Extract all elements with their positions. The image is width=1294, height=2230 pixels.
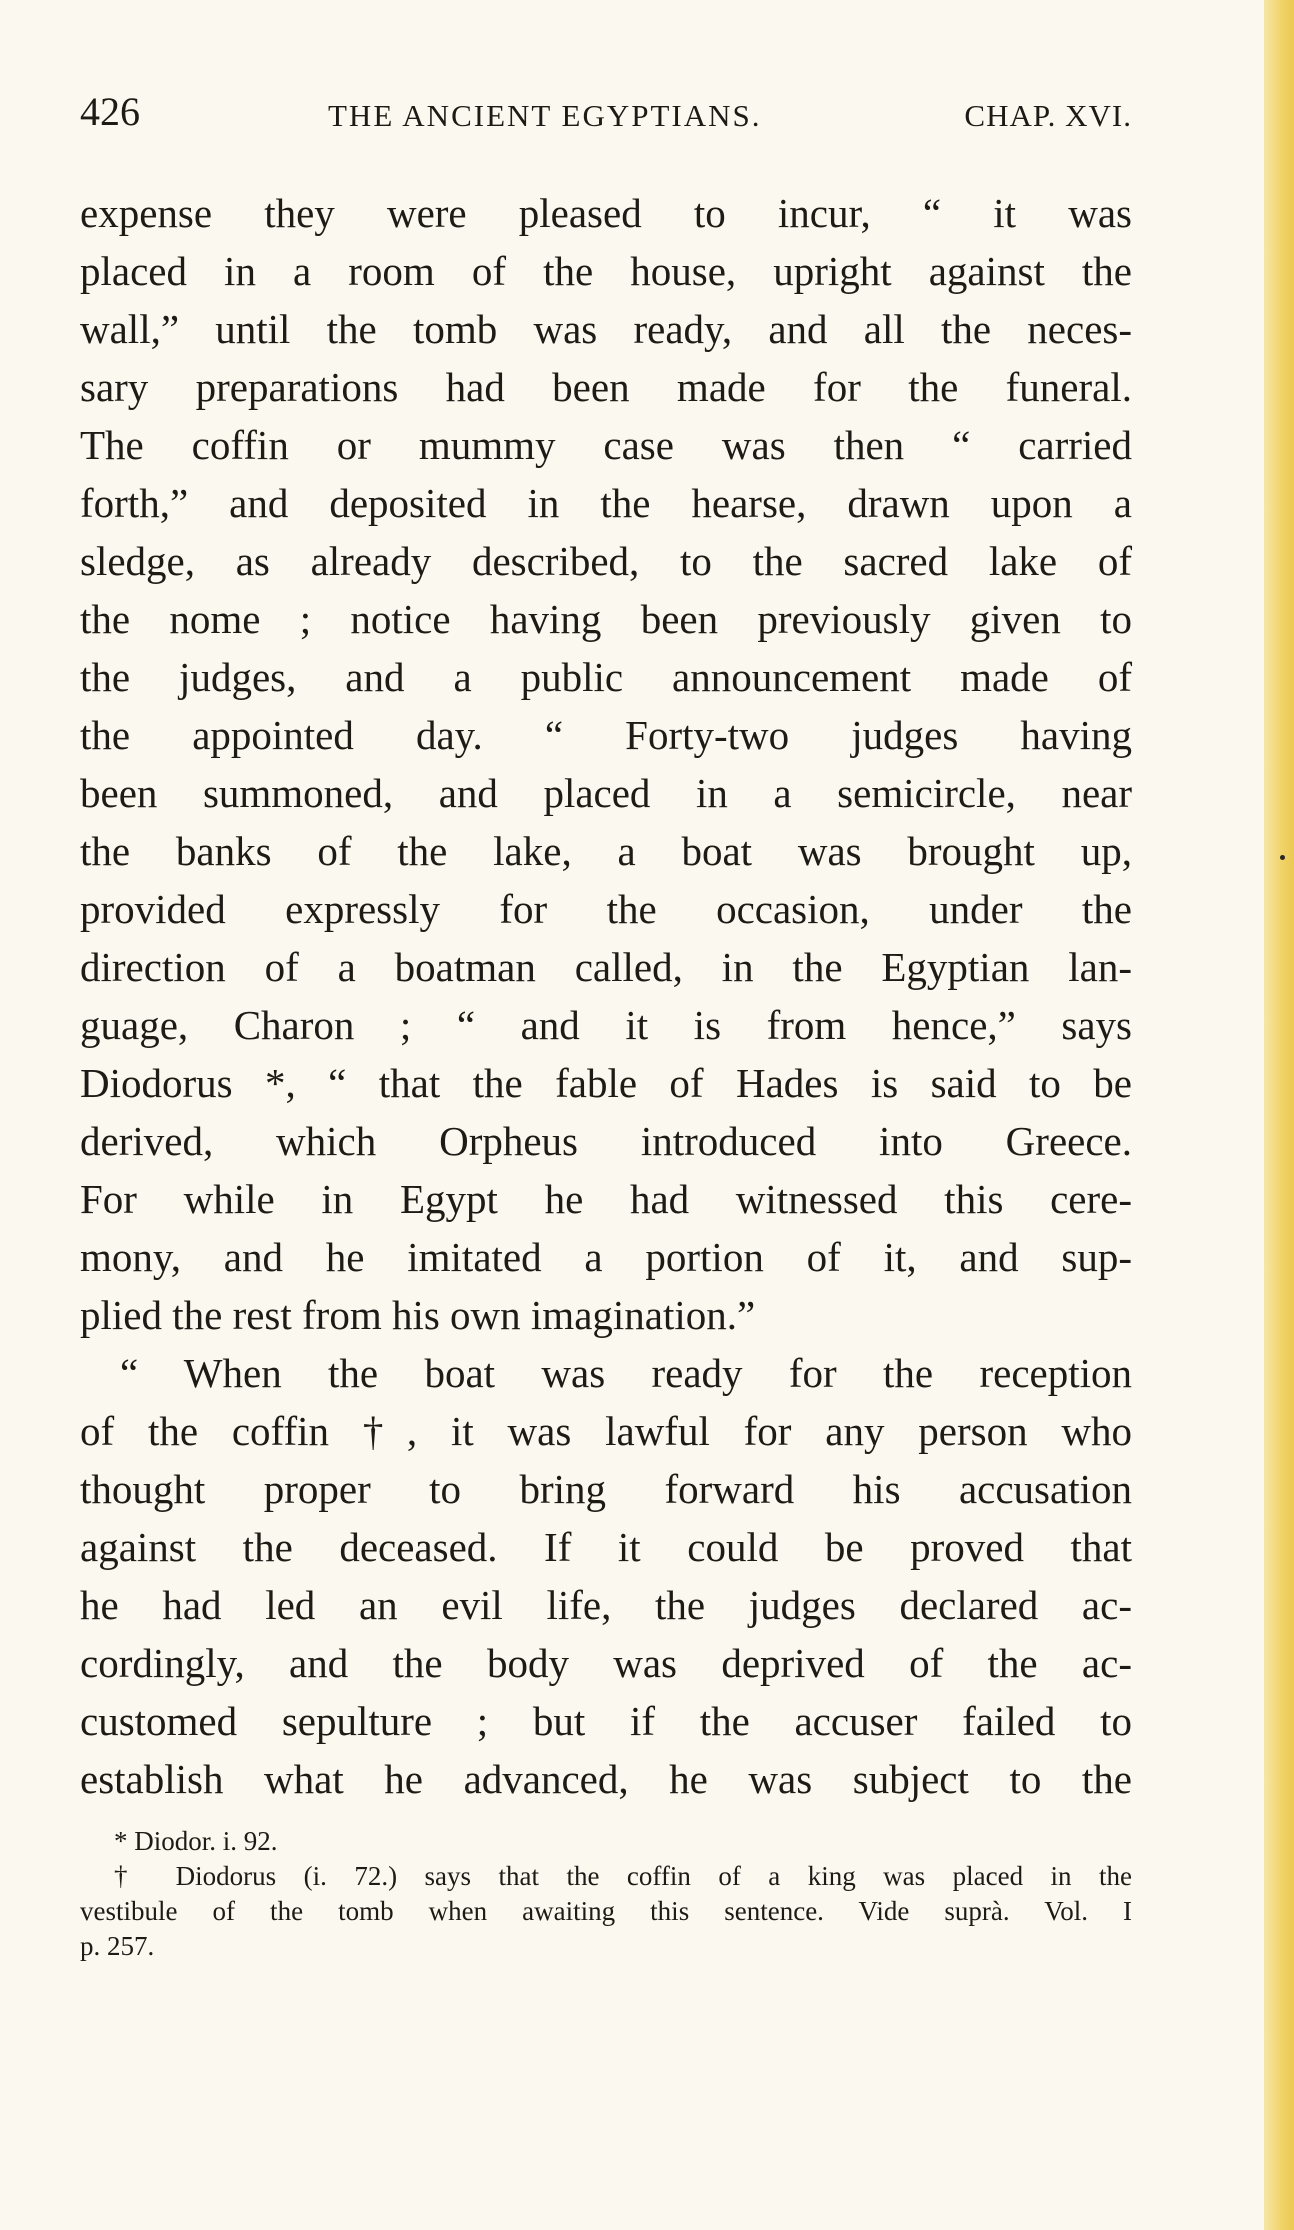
footnote-line: vestibule of the tomb when awaiting this sentence. Vide suprà. Vol. I [80,1896,1132,1926]
running-title: THE ANCIENT EGYPTIANS. [328,98,762,133]
footnote-line: † Diodorus (i. 72.) says that the coffin of a king was placed in the [114,1861,1132,1891]
running-header [80,88,1132,138]
text-line: the appointed day. “ Forty-two judges having [80,712,1132,758]
text-line: he had led an evil life, the judges declared ac- [80,1582,1132,1628]
text-line: placed in a room of the house, upright against the [80,248,1132,294]
text-line: direction of a boatman called, in the Egyptian lan- [80,944,1132,990]
text-line: the nome ; notice having been previously given to [80,596,1132,642]
text-line: plied the rest from his own imagination.” [80,1292,756,1338]
footnote-line: p. 257. [80,1931,155,1961]
text-line: the banks of the lake, a boat was brought up, [80,828,1132,874]
text-line: of the coffin †, it was lawful for any person who [80,1408,1132,1454]
footnotes [80,1826,1132,1966]
text-line: derived, which Orpheus introduced into Greece. [80,1118,1132,1164]
text-line: against the deceased. If it could be proved that [80,1524,1132,1570]
text-line: customed sepulture ; but if the accuser failed to [80,1698,1132,1744]
text-line: For while in Egypt he had witnessed this cere- [80,1176,1132,1222]
text-line: cordingly, and the body was deprived of the ac- [80,1640,1132,1686]
text-line: sledge, as already described, to the sacred lake of [80,538,1132,584]
text-line: wall,” until the tomb was ready, and all the neces- [80,306,1132,352]
text-line: sary preparations had been made for the funeral. [80,364,1132,410]
text-line: thought proper to bring forward his accusation [80,1466,1132,1512]
footnote-line: * Diodor. i. 92. [114,1826,278,1856]
text-line: been summoned, and placed in a semicircle, near [80,770,1132,816]
text-line: establish what he advanced, he was subject to the [80,1756,1132,1802]
text-line: mony, and he imitated a portion of it, and sup- [80,1234,1132,1280]
text-line: expense they were pleased to incur, “ it was [80,190,1132,236]
text-line: provided expressly for the occasion, under the [80,886,1132,932]
page-edge [1264,0,1294,2230]
text-line: the judges, and a public announcement made of [80,654,1132,700]
ink-speck [1280,855,1285,860]
chapter-label: CHAP. XVI. [964,98,1132,133]
text-line: “ When the boat was ready for the reception [120,1350,1132,1396]
text-line: The coffin or mummy case was then “ carried [80,422,1132,468]
text-line: Diodorus *, “ that the fable of Hades is said to be [80,1060,1132,1106]
text-line: guage, Charon ; “ and it is from hence,” says [80,1002,1132,1048]
text-line: forth,” and deposited in the hearse, drawn upon a [80,480,1132,526]
body-text [80,189,1132,1813]
page-number: 426 [80,89,140,134]
